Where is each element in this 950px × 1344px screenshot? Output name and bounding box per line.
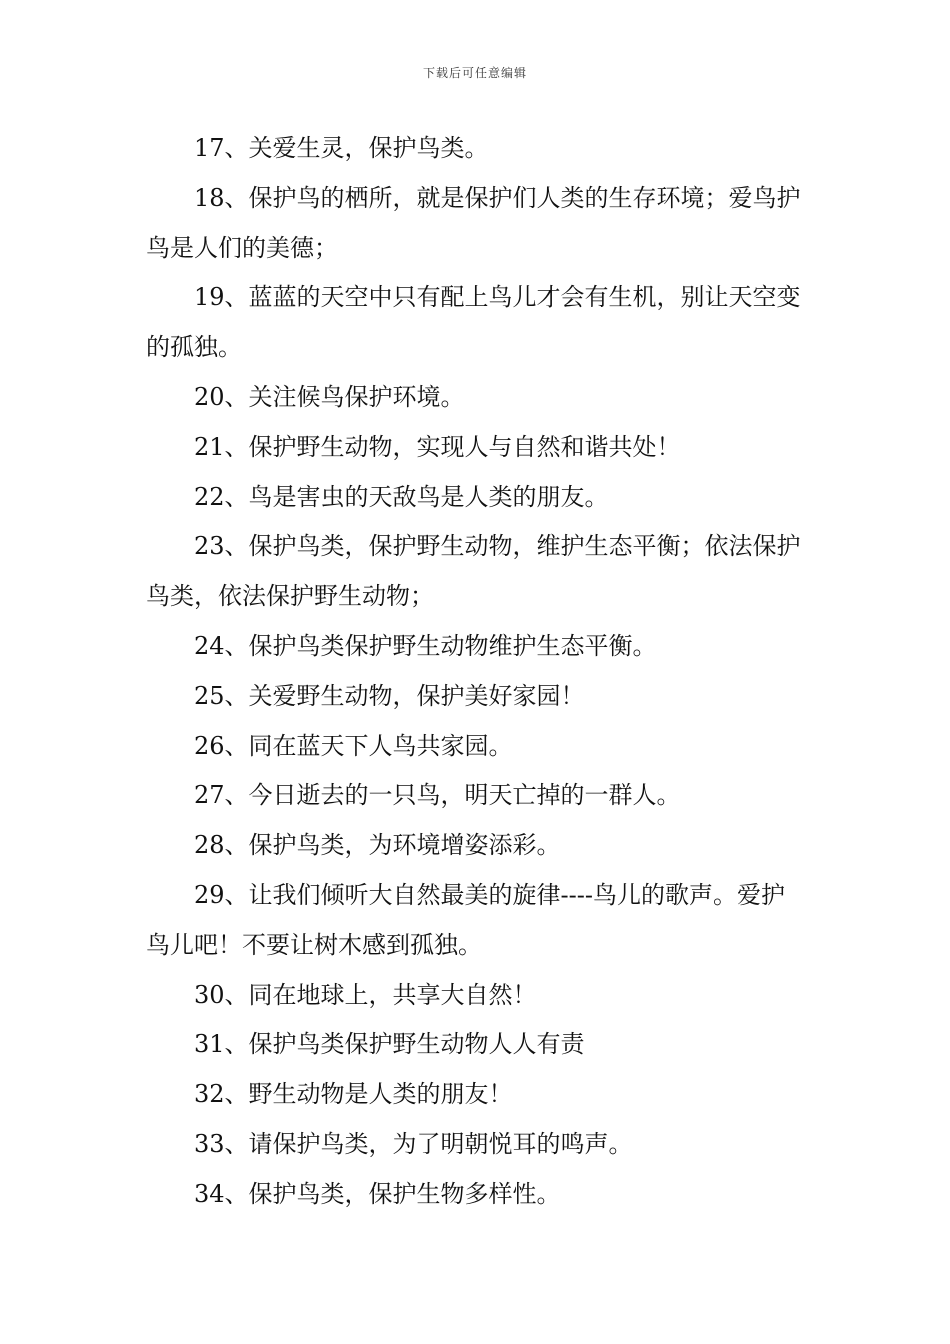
slogan-33: 33、请保护鸟类，为了明朝悦耳的鸣声。 (194, 1129, 633, 1158)
slogan-17: 17、关爱生灵，保护鸟类。 (194, 134, 489, 162)
document-body (146, 124, 808, 1220)
slogan-34: 34、保护鸟类，保护生物多样性。 (194, 1179, 561, 1208)
page-header: 下载后可任意编辑 (422, 66, 527, 80)
slogan-30: 30、同在地球上，共享大自然！ (194, 980, 537, 1009)
slogan-18: 18、保护鸟的栖所，就是保护们人类的生存环境；爱鸟护鸟是人们的美德； (146, 183, 801, 262)
slogan-23: 23、保护鸟类，保护野生动物，维护生态平衡；依法保护鸟类，依法保护野生动物； (146, 532, 801, 611)
slogan-21: 21、保护野生动物，实现人与自然和谐共处！ (194, 432, 681, 461)
slogan-29: 29、让我们倾听大自然最美的旋律----鸟儿的歌声。爱护鸟儿吧！不要让树木感到孤独。 (146, 880, 785, 959)
slogan-19: 19、蓝蓝的天空中只有配上鸟儿才会有生机，别让天空变的孤独。 (146, 283, 801, 362)
slogan-22: 22、鸟是害虫的天敌鸟是人类的朋友。 (194, 482, 609, 511)
slogan-26: 26、同在蓝天下人鸟共家园。 (194, 731, 513, 760)
slogan-20: 20、关注候鸟保护环境。 (194, 382, 465, 411)
slogan-28: 28、保护鸟类，为环境增姿添彩。 (194, 831, 561, 860)
slogan-27: 27、今日逝去的一只鸟，明天亡掉的一群人。 (194, 781, 681, 810)
slogan-31: 31、保护鸟类保护野生动物人人有责 (194, 1030, 585, 1059)
slogan-24: 24、保护鸟类保护野生动物维护生态平衡。 (194, 631, 657, 660)
slogan-32: 32、野生动物是人类的朋友！ (194, 1080, 513, 1109)
slogan-25: 25、关爱野生动物，保护美好家园！ (194, 681, 585, 710)
